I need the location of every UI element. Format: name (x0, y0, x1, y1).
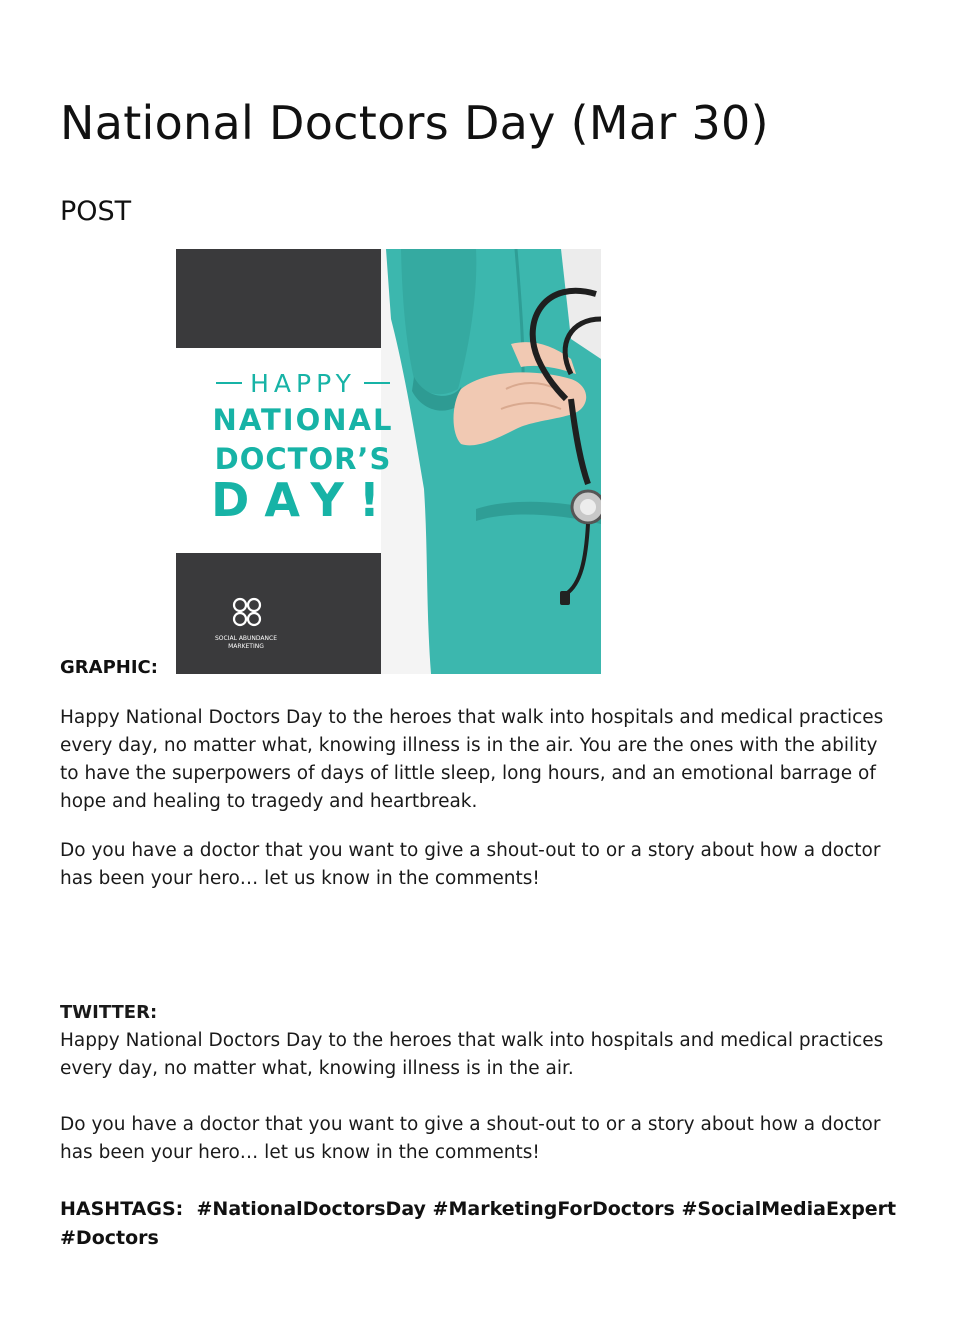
graphic-illustration (176, 249, 601, 674)
post-paragraph-2: Do you have a doctor that you want to give a shout-out to or a story about how a doctor has been your hero… let us know in the comments! (60, 840, 881, 889)
doctors-day-graphic (176, 249, 601, 674)
twitter-paragraph-1: Happy National Doctors Day to the heroes that walk into hospitals and medical practices every day, no matter what, knowing illness is in the air. (60, 1030, 884, 1079)
twitter-label: TWITTER: (60, 1002, 158, 1023)
graphic-label: GRAPHIC: (60, 657, 158, 678)
page-title: National Doctors Day (Mar 30) (60, 96, 769, 150)
logo-line1: SOCIAL ABUNDANCE (214, 635, 278, 642)
hashtags-label: HASHTAGS: (60, 1198, 184, 1220)
doctors-text: DOCTOR’S (214, 442, 392, 476)
national-text: NATIONAL (212, 403, 394, 437)
logo-line2: MARKETING (228, 643, 264, 650)
happy-text: HAPPY (250, 369, 356, 398)
section-heading-post: POST (60, 196, 132, 227)
hashtags-block (60, 1195, 900, 1253)
post-paragraph-1: Happy National Doctors Day to the heroes that walk into hospitals and medical practices every day, no matter what, knowing illness is in the air. You are the ones with the ability to have the superpowers of days of little sleep, long hours, and an emotional barrage of hope and healing to tragedy and heartbreak. (60, 707, 884, 812)
hashtags-list: #NationalDoctorsDay #MarketingForDoctors #SocialMediaExpert #Doctors (60, 1198, 897, 1249)
day-text: DAY! (211, 473, 395, 527)
twitter-paragraph-2: Do you have a doctor that you want to give a shout-out to or a story about how a doctor has been your hero… let us know in the comments! (60, 1114, 881, 1163)
